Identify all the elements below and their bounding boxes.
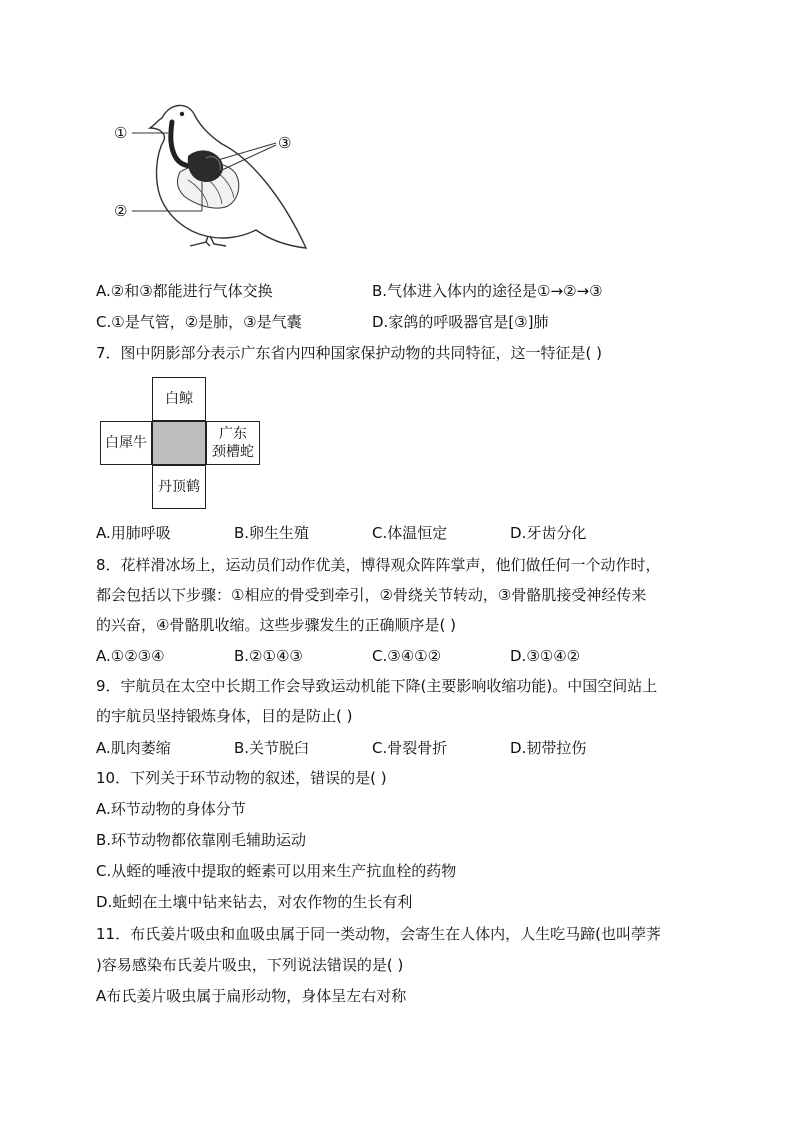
q6-option-d: D.家鸽的呼吸器官是[③]肺 bbox=[372, 313, 549, 331]
q6-option-b: B.气体进入体内的途径是①→②→③ bbox=[372, 282, 603, 300]
q10-option-a: A.环节动物的身体分节 bbox=[96, 800, 246, 818]
q7-cross-figure bbox=[100, 377, 260, 511]
q11-line-1: 11．布氏姜片吸虫和血吸虫属于同一类动物，会寄生在人体内，人生吃马蹄(也叫荸荠 bbox=[96, 925, 661, 943]
cell-right-label-2: 颈槽蛇 bbox=[212, 444, 254, 460]
cell-top bbox=[152, 377, 206, 421]
q7-option-c: C.体温恒定 bbox=[372, 524, 448, 542]
q9-line-1: 9．宇航员在太空中长期工作会导致运动机能下降(主要影响收缩功能)。中国空间站上 bbox=[96, 677, 658, 695]
q7-stem: 7．图中阴影部分表示广东省内四种国家保护动物的共同特征，这一特征是( ) bbox=[96, 344, 603, 362]
q7-option-d: D.牙齿分化 bbox=[510, 524, 587, 542]
q8-option-d: D.③①④② bbox=[510, 647, 581, 665]
cell-right-label-1: 广东 bbox=[219, 426, 247, 442]
q9-line-2: 的宇航员坚持锻炼身体，目的是防止( ) bbox=[96, 707, 353, 725]
q8-option-b: B.②①④③ bbox=[234, 647, 303, 665]
cell-bottom bbox=[152, 465, 206, 509]
q10-option-b: B.环节动物都依靠刚毛辅助运动 bbox=[96, 831, 307, 849]
shaded-center bbox=[152, 421, 206, 465]
q6-option-c: C.①是气管，②是肺，③是气囊 bbox=[96, 313, 302, 331]
label-3: ③ bbox=[278, 134, 292, 152]
cell-left-label: 白犀牛 bbox=[105, 435, 147, 451]
label-2: ② bbox=[114, 202, 128, 220]
q11-line-3: A布氏姜片吸虫属于扁形动物，身体呈左右对称 bbox=[96, 987, 407, 1005]
q9-option-d: D.韧带拉伤 bbox=[510, 739, 587, 757]
q11-line-2: )容易感染布氏姜片吸虫，下列说法错误的是( ) bbox=[96, 956, 404, 974]
q7-option-a: A.用肺呼吸 bbox=[96, 524, 171, 542]
q8-option-a: A.①②③④ bbox=[96, 647, 165, 665]
cell-right bbox=[206, 421, 260, 465]
q10-stem: 10．下列关于环节动物的叙述，错误的是( ) bbox=[96, 769, 387, 787]
q10-option-c: C.从蛭的唾液中提取的蛭素可以用来生产抗血栓的药物 bbox=[96, 862, 457, 880]
label-1: ① bbox=[114, 124, 128, 142]
pigeon-eye bbox=[180, 112, 184, 116]
q10-option-d: D.蚯蚓在土壤中钻来钻去，对农作物的生长有利 bbox=[96, 893, 413, 911]
cell-left bbox=[100, 421, 152, 465]
q8-line-3: 的兴奋，④骨骼肌收缩。这些步骤发生的正确顺序是( ) bbox=[96, 616, 456, 634]
q8-option-c: C.③④①② bbox=[372, 647, 442, 665]
pigeon-diagram bbox=[110, 100, 330, 250]
cell-top-label: 白鲸 bbox=[165, 391, 193, 407]
q9-option-c: C.骨裂骨折 bbox=[372, 739, 448, 757]
q8-line-1: 8．花样滑冰场上，运动员们动作优美，博得观众阵阵掌声，他们做任何一个动作时， bbox=[96, 556, 661, 574]
q9-option-b: B.关节脱臼 bbox=[234, 739, 310, 757]
q6-option-a: A.②和③都能进行气体交换 bbox=[96, 282, 273, 300]
q8-line-2: 都会包括以下步骤：①相应的骨受到牵引，②骨绕关节转动，③骨骼肌接受神经传来 bbox=[96, 586, 647, 604]
q7-option-b: B.卵生生殖 bbox=[234, 524, 310, 542]
cell-bottom-label: 丹顶鹤 bbox=[158, 479, 200, 495]
q9-option-a: A.肌肉萎缩 bbox=[96, 739, 171, 757]
